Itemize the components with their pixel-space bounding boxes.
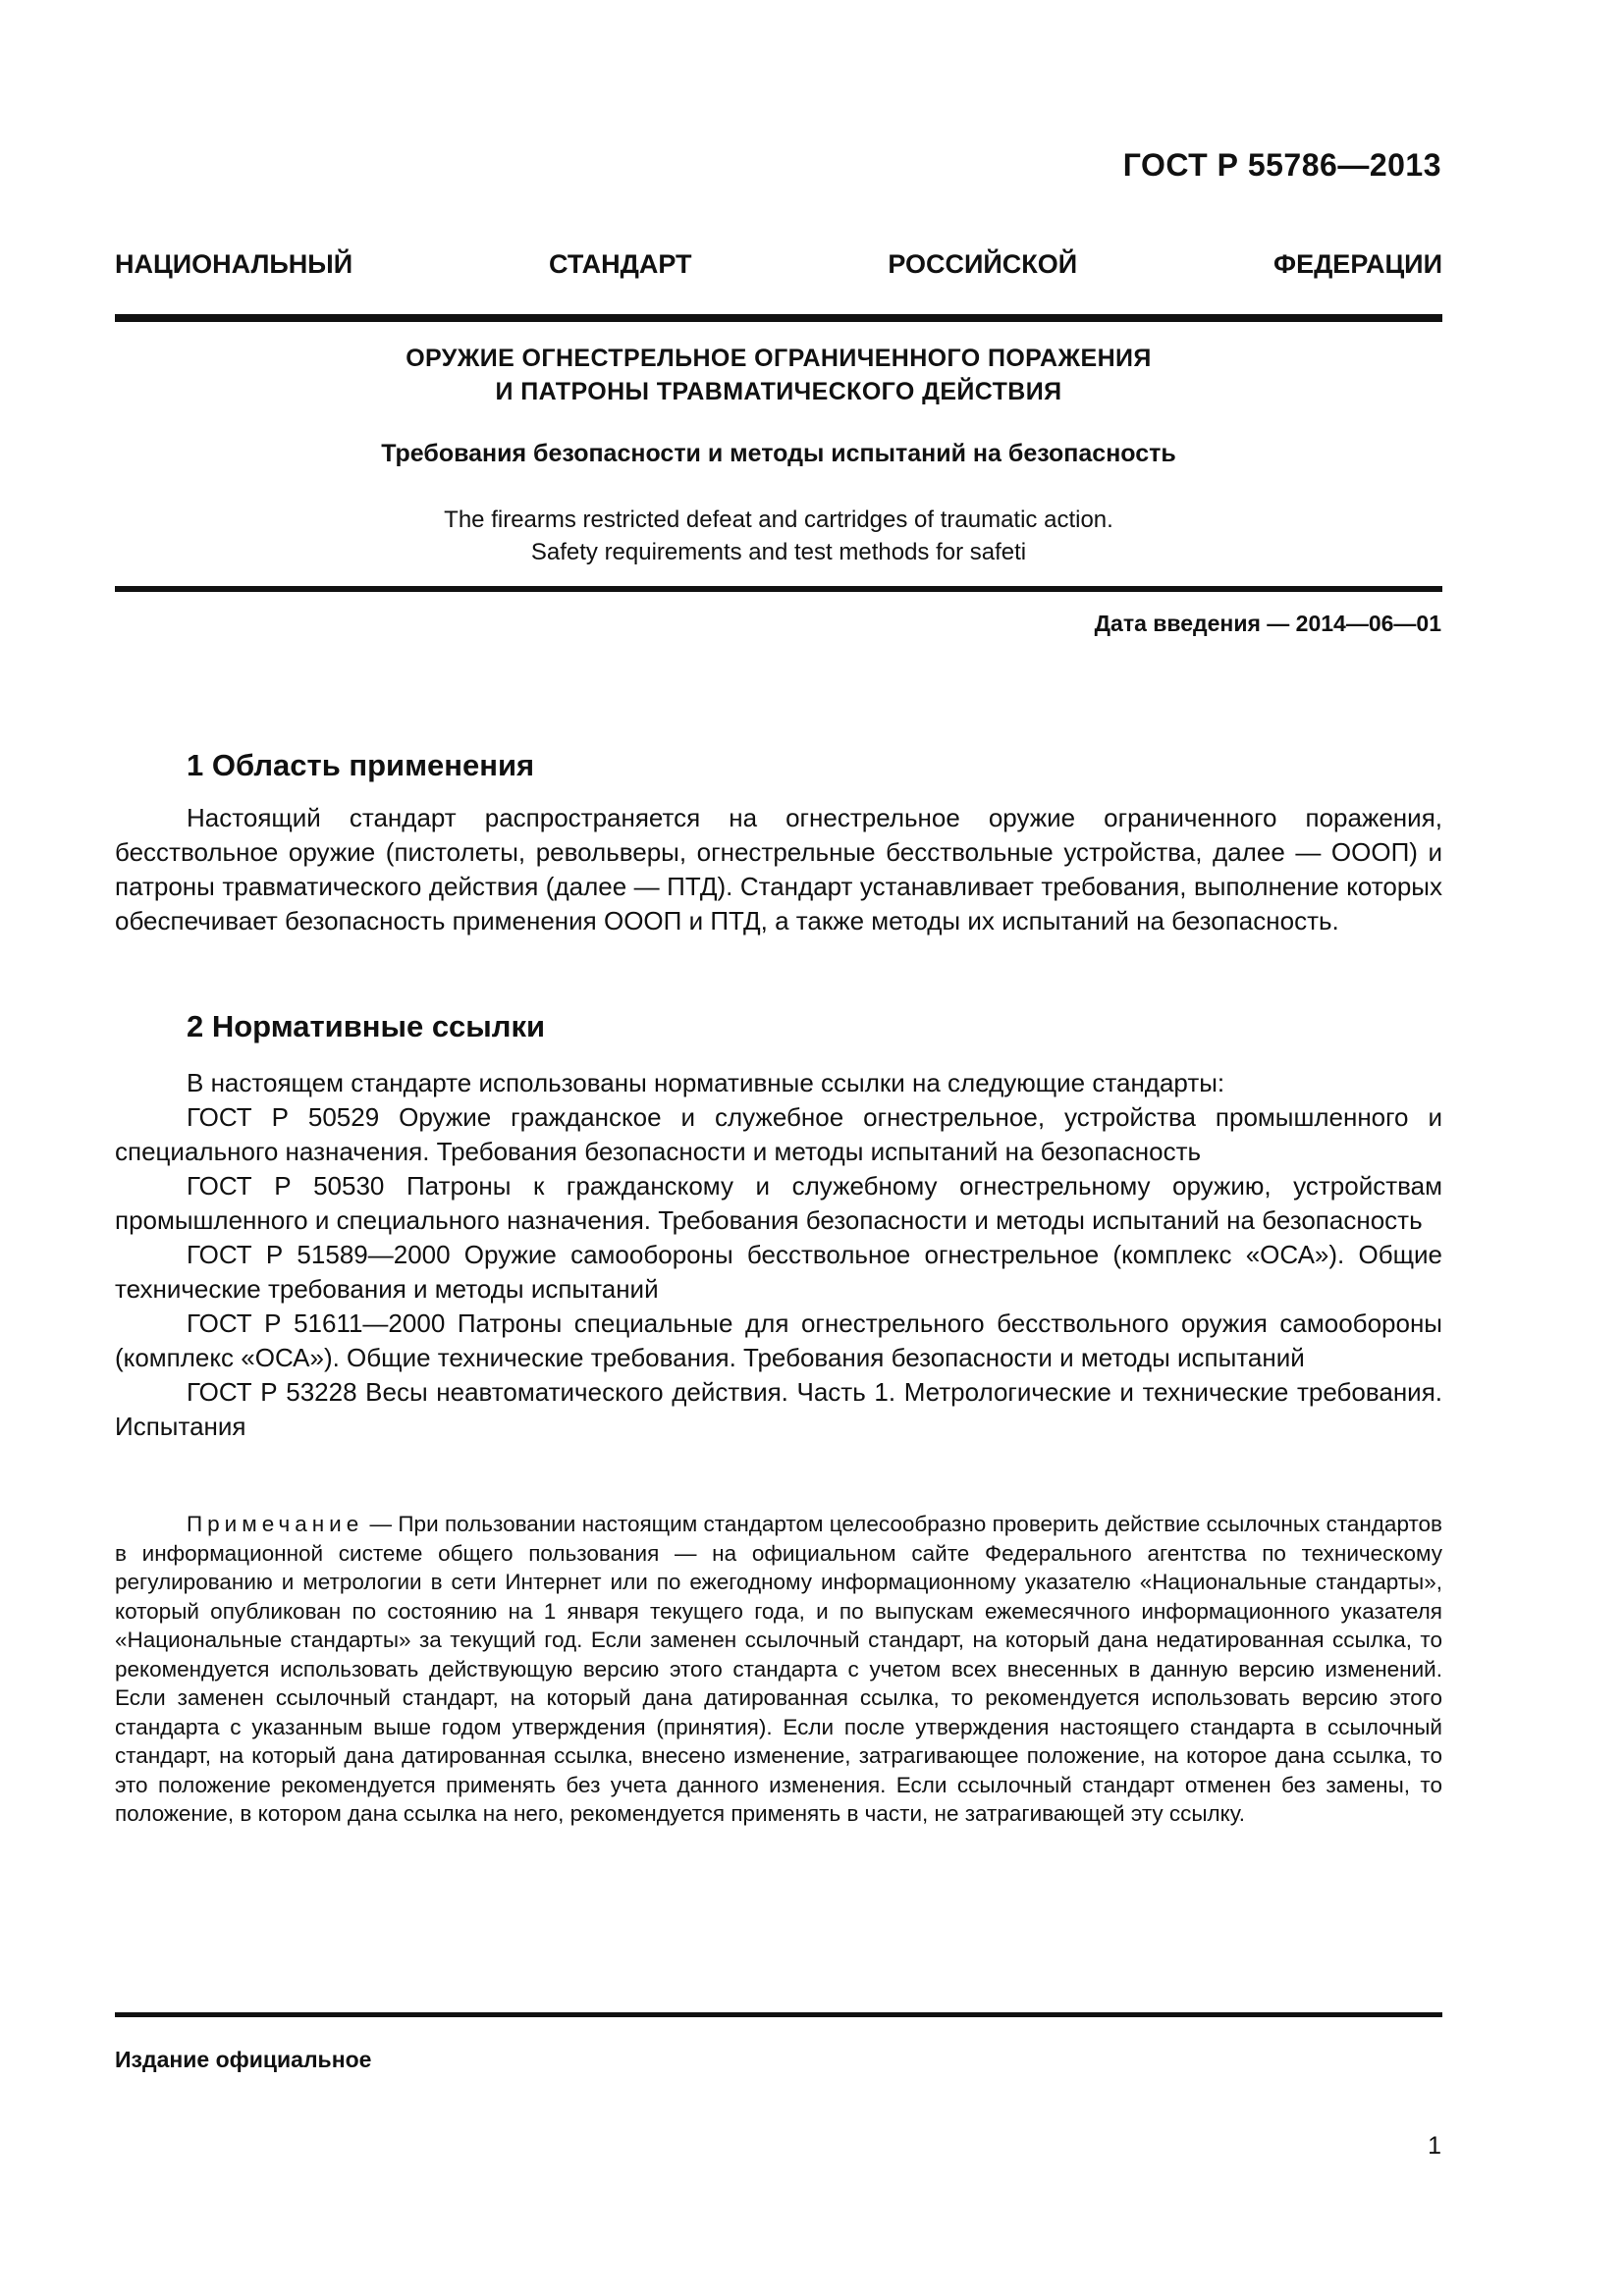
document-subtitle: Требования безопасности и методы испытаний на безопасность <box>381 440 1176 467</box>
middle-divider <box>115 586 1442 592</box>
note-label: Примечание <box>187 1512 364 1536</box>
english-title-line-1: The firearms restricted defeat and cartridges of traumatic action. <box>444 507 1113 533</box>
section-2-heading: 2 Нормативные ссылки <box>187 1009 546 1043</box>
section-1-paragraph: Настоящий стандарт распространяется на огнестрельное оружие ограниченного поражения, бесствольное оружие (пистолеты, револьверы, огнестрельные бесствольные устройства, далее — ОООП) и патроны травматического действия (далее — ПТД). Стандарт устанавливает требования, выполнение которых обеспечивает безопасность применения ОООП и ПТД, а также методы их испытаний на безопасность. <box>115 803 1442 935</box>
reference-item: ГОСТ Р 53228 Весы неавтоматического действия. Часть 1. Метрологические и технические требования. Испытания <box>115 1377 1442 1441</box>
official-edition-label: Издание официальное <box>115 2047 372 2072</box>
references-intro: В настоящем стандарте использованы нормативные ссылки на следующие стандарты: <box>187 1068 1225 1097</box>
document-number: ГОСТ Р 55786—2013 <box>1122 147 1441 183</box>
document-title <box>115 342 1442 408</box>
reference-item: ГОСТ Р 51611—2000 Патроны специальные для огнестрельного бесствольного оружия самообороны (комплекс «ОСА»). Общие технические требования. Требования безопасности и методы испытаний <box>115 1308 1442 1372</box>
note-paragraph <box>115 1510 1442 1829</box>
introduction-date: Дата введения — 2014—06—01 <box>1094 611 1441 636</box>
page-number: 1 <box>1428 2132 1441 2160</box>
footer-divider <box>115 2012 1442 2017</box>
national-standard-header: НАЦИОНАЛЬНЫЙ СТАНДАРТ РОССИЙСКОЙ ФЕДЕРАЦИИ <box>115 249 1442 279</box>
section-2-body <box>115 1066 1442 1444</box>
note-text: — При пользовании настоящим стандартом целесообразно проверить действие ссылочных стандартов в информационной системе общего пользования — на официальном сайте Федерального агентства по техническому регулированию и метрологии в сети Интернет или по ежегодному информационному указателю «Национальные стандарты», который опубликован по состоянию на 1 января текущего года, и по выпускам ежемесячного информационного указателя «Национальные стандарты» за текущий год. Если заменен ссылочный стандарт, на который дана недатированная ссылка, то рекомендуется использовать действующую версию этого стандарта с учетом всех внесенных в данную версию изменений. Если заменен ссылочный стандарт, на который дана датированная ссылка, то рекомендуется использовать версию этого стандарта с указанным выше годом утверждения (принятия). Если после утверждения настоящего стандарта в ссылочный стандарт, на который дана датированная ссылка, внесено изменение, затрагивающее положение, на которое дана ссылка, то это положение рекомендуется применять без учета данного изменения. Если ссылочный стандарт отменен без замены, то положение, в котором дана ссылка на него, рекомендуется применять в части, не затрагивающей эту ссылку. <box>115 1512 1442 1826</box>
note-block <box>115 1510 1442 1829</box>
section-1-body <box>115 801 1442 938</box>
title-line-2: И ПАТРОНЫ ТРАВМАТИЧЕСКОГО ДЕЙСТВИЯ <box>495 378 1062 405</box>
reference-item: ГОСТ Р 51589—2000 Оружие самообороны бесствольное огнестрельное (комплекс «ОСА»). Общие технические требования и методы испытаний <box>115 1240 1442 1304</box>
title-line-1: ОРУЖИЕ ОГНЕСТРЕЛЬНОЕ ОГРАНИЧЕННОГО ПОРАЖЕНИЯ <box>406 345 1152 372</box>
reference-item: ГОСТ Р 50530 Патроны к гражданскому и служебному огнестрельному оружию, устройствам промышленного и специального назначения. Требования безопасности и методы испытаний на безопасность <box>115 1171 1442 1235</box>
english-title-line-2: Safety requirements and test methods for safeti <box>530 539 1027 565</box>
english-title <box>115 504 1442 568</box>
top-divider <box>115 314 1442 322</box>
reference-item: ГОСТ Р 50529 Оружие гражданское и служебное огнестрельное, устройства промышленного и специального назначения. Требования безопасности и методы испытаний на безопасность <box>115 1102 1442 1166</box>
section-1-heading: 1 Область применения <box>187 748 535 782</box>
